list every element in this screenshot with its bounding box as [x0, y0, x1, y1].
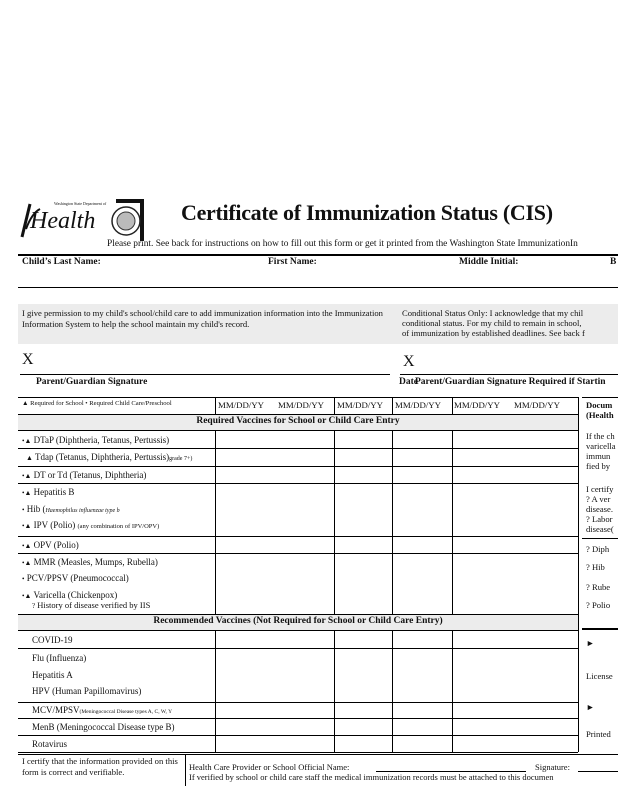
vaccine-pcv	[22, 573, 129, 583]
vaccine-varicella	[22, 590, 117, 600]
legend: ▲ Required for School • Required Child Care/Preschool	[22, 400, 172, 407]
vaccine-label: PCV/PPSV (Pneumococcal)	[26, 573, 129, 583]
rp-p2-2[interactable]: ? A ver	[586, 494, 611, 504]
vaccine-label: Varicella (Chickenpox)	[33, 590, 118, 600]
marker: •▲	[22, 559, 32, 567]
vaccine-hpv: HPV (Human Papillomavirus)	[32, 686, 142, 696]
doc-title: Docum	[586, 400, 613, 410]
rp-p1-2: varicella	[586, 441, 616, 451]
arrow-icon: ►	[586, 702, 595, 712]
conditional-line-1: Conditional Status Only: I acknowledge that my chil	[402, 308, 584, 318]
parent-signature-field[interactable]	[38, 355, 388, 373]
required-section-title: Required Vaccines for School or Child Care Entry	[196, 416, 400, 426]
date-header-6: MM/DD/YY	[514, 400, 560, 410]
vaccine-label: MMR (Measles, Mumps, Rubella)	[33, 557, 158, 567]
rp-p1-3: immun	[586, 451, 611, 461]
vaccine-dtap	[22, 435, 169, 445]
vaccine-note: (any combination of IPV/OPV)	[77, 523, 160, 530]
vaccine-label: Hepatitis B	[33, 487, 75, 497]
date-header-4: MM/DD/YY	[395, 400, 441, 410]
middle-initial-label: Middle Initial:	[459, 257, 519, 267]
vaccine-hepatitis-b	[22, 487, 74, 497]
vaccine-label: DTaP (Diphtheria, Tetanus, Pertussis)	[33, 435, 170, 445]
conditional-line-3: of immunization by established deadlines. See back f	[402, 328, 585, 338]
conditional-line-2: conditional status. For my child to remain in school,	[402, 318, 582, 328]
verified-note: If verified by school or child care staff the medical immunization records must be attached to this documen	[189, 772, 554, 782]
vaccine-hib	[22, 504, 120, 514]
varicella-history[interactable]	[32, 600, 150, 610]
provider-name-field[interactable]	[376, 759, 526, 771]
instructions: Please print. See back for instructions on how to fill out this form or get it printed from the Washington State ImmunizationIn	[107, 239, 578, 249]
rp-p2-5: disease(	[586, 524, 614, 534]
history-checkbox[interactable]: ?	[32, 602, 36, 610]
page-title: Certificate of Immunization Status (CIS)	[181, 200, 553, 225]
rp-hib[interactable]: ? Hib	[586, 562, 605, 572]
arrow-icon: ►	[586, 638, 595, 648]
date-header-2: MM/DD/YY	[278, 400, 324, 410]
marker: •▲	[22, 489, 32, 497]
recommended-date-grid[interactable]	[216, 631, 577, 751]
vaccine-note: (Meningococcal Disease types A, C, W, Y	[79, 709, 173, 715]
vaccine-ipv	[22, 520, 159, 530]
vaccine-mcv-mpsv	[32, 705, 172, 715]
vaccine-tdap	[26, 452, 192, 462]
date-header-3: MM/DD/YY	[337, 400, 383, 410]
provider-name-label: Health Care Provider or School Official Name:	[189, 762, 350, 772]
vaccine-label: Tdap (Tetanus, Diphtheria, Pertussis)	[35, 452, 170, 462]
marker: •	[22, 575, 25, 583]
last-name-label: Child’s Last Name:	[22, 257, 101, 267]
printed-label: Printed	[586, 729, 611, 739]
vaccine-label: IPV (Polio)	[33, 520, 76, 530]
required-date-grid[interactable]	[216, 431, 577, 613]
license-label: License	[586, 671, 613, 681]
rp-rubella[interactable]: ? Rube	[586, 582, 611, 592]
rp-diphtheria[interactable]: ? Diph	[586, 544, 610, 554]
marker: •	[22, 506, 25, 514]
rp-polio[interactable]: ? Polio	[586, 600, 611, 610]
rp-p1-4: fied by	[586, 461, 611, 471]
marker: •▲	[22, 542, 32, 550]
vaccine-note: grade 7+)	[169, 456, 193, 462]
vaccine-hepatitis-a: Hepatitis A	[32, 670, 73, 680]
health-department-logo	[20, 199, 144, 241]
marker: •▲	[22, 592, 32, 600]
rp-p2-4[interactable]: ? Labor	[586, 514, 613, 524]
rp-p2-1: I certify	[586, 484, 614, 494]
vaccine-rotavirus: Rotavirus	[32, 739, 67, 749]
doc-subtitle: (Health	[586, 410, 614, 420]
name-input-area[interactable]	[18, 270, 618, 286]
logo-text: Health	[30, 208, 96, 234]
logo-small-text: Washington State Department of	[54, 201, 107, 206]
birth-label: B	[610, 257, 617, 267]
vaccine-label: OPV (Polio)	[33, 540, 79, 550]
vaccine-note: Haemophilus influenzae type b	[45, 508, 120, 514]
vaccine-dt-td	[22, 470, 146, 480]
date-label: Date	[399, 377, 418, 387]
first-name-label: First Name:	[268, 257, 317, 267]
rp-p1-1: If the ch	[586, 431, 615, 441]
vaccine-opv	[22, 540, 79, 550]
vaccine-menb: MenB (Meningococcal Disease type B)	[32, 722, 175, 732]
parent-signature-label: Parent/Guardian Signature	[36, 377, 148, 387]
signature-x-right: X	[403, 353, 415, 370]
permission-text: I give permission to my child's school/child care to add immunization information into the Immunization Information System to help the school maintain my child's record.	[22, 308, 383, 329]
marker: ▲	[26, 454, 33, 462]
marker: •▲	[22, 522, 32, 530]
marker: •▲	[22, 472, 32, 480]
vaccine-label: History of disease verified by IIS	[37, 600, 151, 610]
certify-text: I certify that the information provided on this form is correct and verifiable.	[22, 756, 178, 777]
conditional-signature-label: Parent/Guardian Signature Required if Startin	[415, 377, 606, 387]
vaccine-label: Hib (	[26, 504, 46, 514]
vaccine-mmr	[22, 557, 158, 567]
conditional-signature-field[interactable]	[418, 355, 616, 373]
rp-p2-3: disease.	[586, 504, 613, 514]
date-header-1: MM/DD/YY	[218, 400, 264, 410]
recommended-section-title: Recommended Vaccines (Not Required for School or Child Care Entry)	[153, 616, 443, 626]
vaccine-flu: Flu (Influenza)	[32, 653, 87, 663]
signature-x-left: X	[22, 351, 34, 368]
provider-signature-label: Signature:	[535, 762, 570, 772]
rp-divider	[582, 628, 618, 630]
vaccine-covid19: COVID-19	[32, 635, 73, 645]
date-header-5: MM/DD/YY	[454, 400, 500, 410]
vaccine-label: DT or Td (Tetanus, Diphtheria)	[33, 470, 147, 480]
vaccine-label: MCV/MPSV	[32, 705, 80, 715]
marker: •▲	[22, 437, 32, 445]
